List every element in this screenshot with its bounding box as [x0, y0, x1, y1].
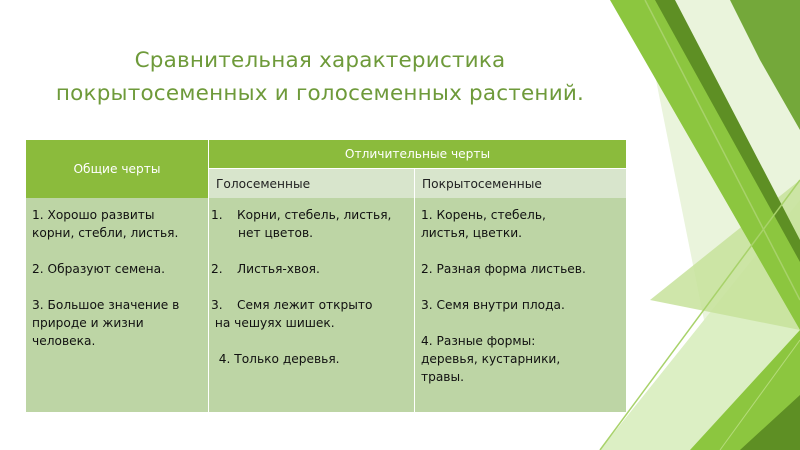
common-line-4: 3. Большое значение в [32, 298, 180, 312]
gymno-text-2: Листья-хвоя. [237, 262, 320, 276]
header-gymnosperms [209, 169, 415, 198]
gymno-num-2: 2. [211, 262, 223, 276]
common-line-5: природе и жизни [32, 316, 144, 330]
cell-common-features [26, 198, 209, 412]
gymno-item-2 [211, 260, 414, 278]
gymno-text-1a: Корни, стебель, листья, [237, 208, 392, 222]
header-distinct-label: Отличительные черты [344, 147, 491, 161]
slide-title [40, 44, 600, 110]
angio-line-7: травы. [421, 370, 464, 384]
gymno-text-3a: Семя лежит открыто [237, 298, 373, 312]
common-line-3: 2. Образуют семена. [32, 262, 165, 276]
gymno-item-3 [211, 296, 414, 314]
gymno-text-4: 4. Только деревья. [211, 352, 340, 366]
angio-line-6: деревья, кустарники, [421, 352, 561, 366]
header-distinctive-features [209, 140, 626, 169]
gymno-num-1: 1. [211, 208, 223, 222]
cell-gymnosperms [209, 198, 415, 412]
header-gymno-label: Голосеменные [216, 176, 311, 191]
gymno-text-1b: нет цветов. [238, 226, 314, 240]
cell-angiosperms [415, 198, 626, 412]
header-angio-label: Покрытосеменные [422, 176, 542, 191]
gymno-num-3: 3. [211, 298, 223, 312]
common-line-1: 1. Хорошо развиты [32, 208, 155, 222]
header-common-label: Общие черты [73, 162, 161, 176]
gymno-text-3b: на чешуях шишек. [211, 316, 335, 330]
angio-line-1: 1. Корень, стебель, [421, 208, 546, 222]
angio-line-5: 4. Разные формы: [421, 334, 536, 348]
header-angiosperms [415, 169, 626, 198]
common-line-2: корни, стебли, листья. [32, 226, 179, 240]
title-line-1: Сравнительная характеристика [134, 48, 506, 73]
common-line-6: человека. [32, 334, 96, 348]
gymno-item-1 [211, 206, 414, 224]
angio-line-2: листья, цветки. [421, 226, 523, 240]
comparison-table [26, 140, 626, 412]
title-line-2: покрытосеменных и голосеменных растений. [55, 81, 585, 106]
angio-line-4: 3. Семя внутри плода. [421, 298, 565, 312]
header-common-features [26, 140, 209, 198]
angio-line-3: 2. Разная форма листьев. [421, 262, 586, 276]
